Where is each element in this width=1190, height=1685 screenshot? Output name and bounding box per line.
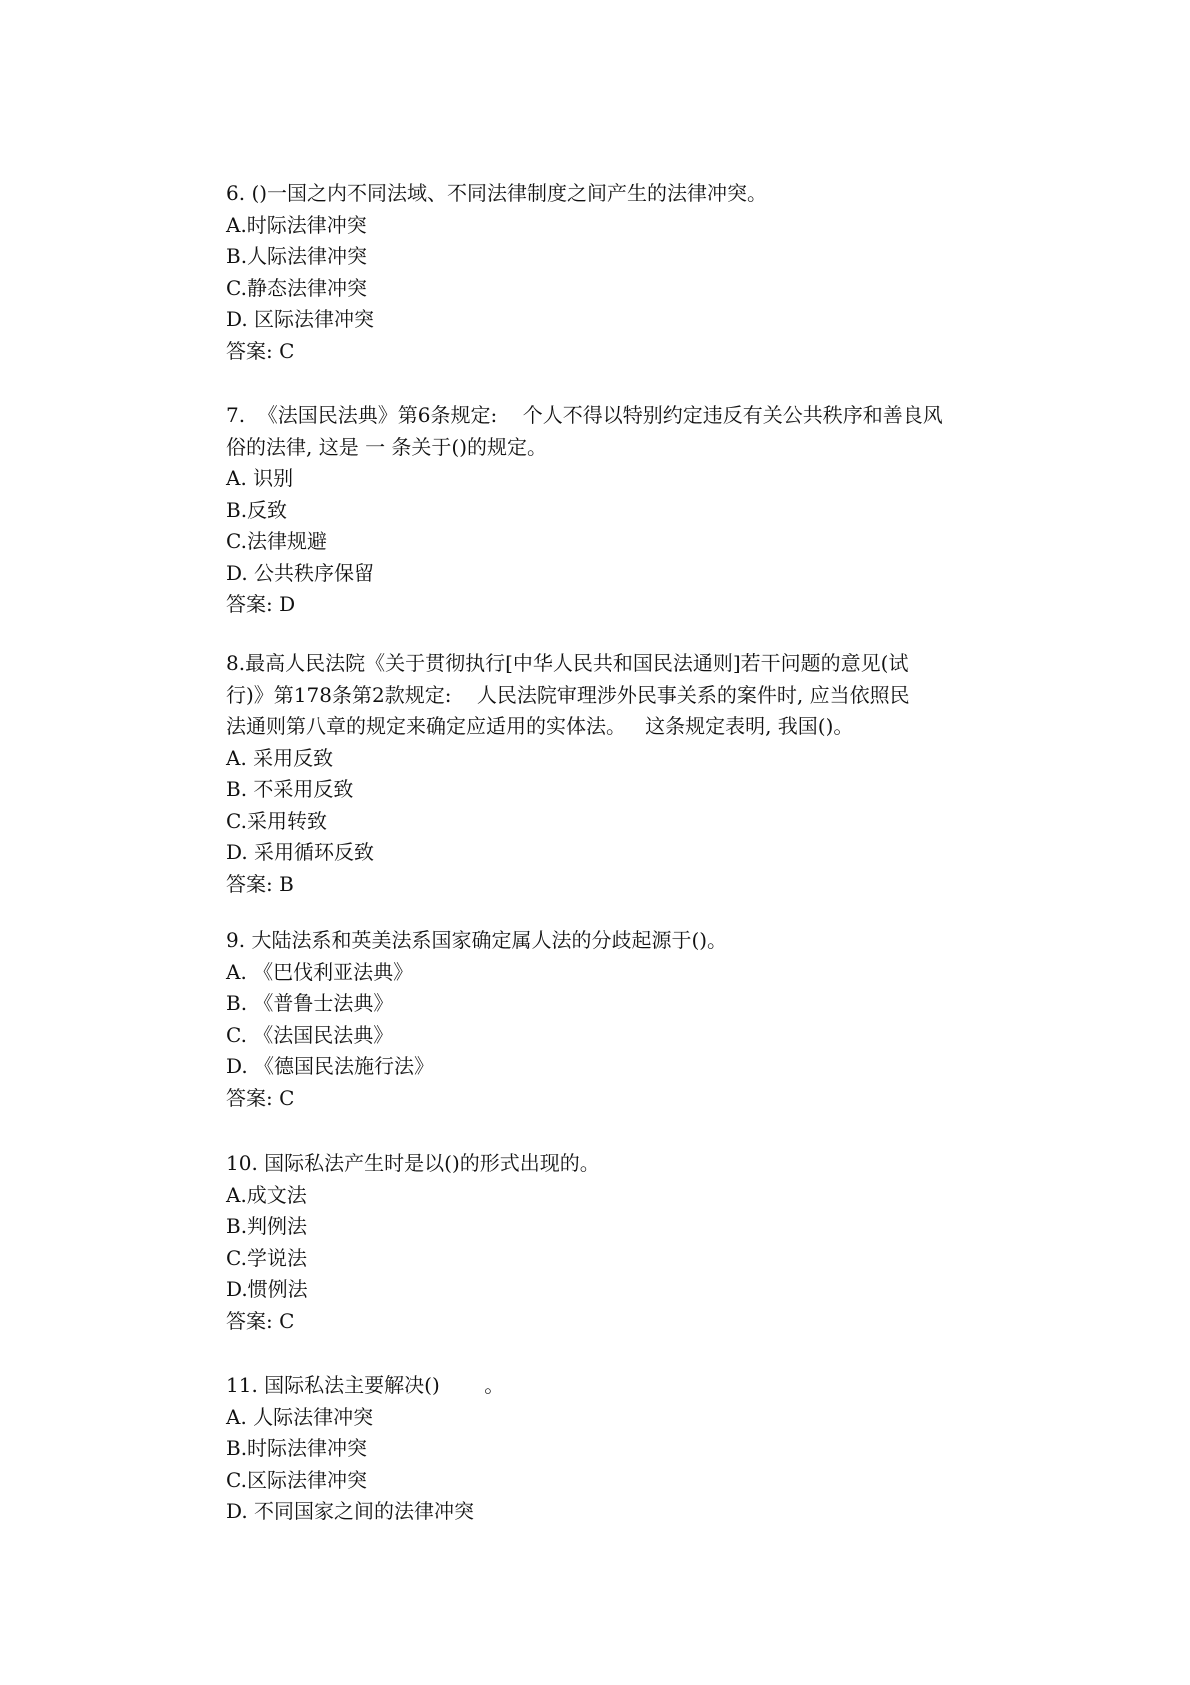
option-d: D.惯例法 [226, 1277, 308, 1301]
question-10 [226, 1148, 986, 1337]
option-c: C.法律规避 [226, 529, 327, 553]
option-b: B.判例法 [226, 1214, 308, 1238]
question-stem-line: 6. ()一国之内不同法域、不同法律制度之间产生的法律冲突。 [226, 181, 768, 205]
question-8 [226, 648, 986, 900]
question-stem-line: 10. 国际私法产生时是以()的形式出现的。 [226, 1151, 600, 1175]
question-7 [226, 400, 986, 621]
option-d: D. 《德国民法施行法》 [226, 1054, 435, 1078]
option-a: A. 采用反致 [226, 745, 334, 770]
option-b: B.时际法律冲突 [226, 1436, 368, 1460]
question-11 [226, 1370, 986, 1528]
option-c: C.学说法 [226, 1245, 307, 1270]
option-c: C.采用转致 [226, 808, 327, 833]
option-a: A.时际法律冲突 [226, 212, 367, 237]
option-b: B. 《普鲁士法典》 [226, 991, 394, 1015]
answer-line: 答案: C [226, 1085, 295, 1110]
option-a: A. 识别 [226, 466, 294, 490]
option-c: C.静态法律冲突 [226, 275, 367, 300]
option-a: A. 《巴伐利亚法典》 [226, 959, 414, 984]
option-a: A. 人际法律冲突 [226, 1404, 374, 1429]
option-b: B.反致 [226, 497, 288, 522]
question-stem-line: 8.最高人民法院《关于贯彻执行[中华人民共和国民法通则]若干问题的意见(试 [226, 651, 909, 675]
answer-line: 答案: D [226, 592, 296, 616]
question-stem-line: 9. 大陆法系和英美法系国家确定属人法的分歧起源于()。 [226, 928, 728, 952]
answer-line: 答案: C [226, 338, 295, 363]
option-b: B.人际法律冲突 [226, 244, 368, 268]
question-stem-line: 法通则第八章的规定来确定应适用的实体法。 这条规定表明, 我国()。 [226, 714, 854, 738]
question-9 [226, 925, 986, 1114]
option-c: C. 《法国民法典》 [226, 1022, 394, 1047]
question-stem-line: 俗的法律, 这是 一 条关于()的规定。 [226, 434, 548, 459]
option-d: D. 不同国家之间的法律冲突 [226, 1499, 475, 1523]
option-b: B. 不采用反致 [226, 777, 354, 801]
question-6 [226, 178, 986, 367]
option-d: D. 采用循环反致 [226, 840, 375, 864]
question-stem-line: 11. 国际私法主要解决() 。 [226, 1373, 505, 1397]
question-stem-line: 行)》第178条第2款规定: 人民法院审理涉外民事关系的案件时, 应当依照民 [226, 682, 910, 707]
option-a: A.成文法 [226, 1182, 307, 1207]
answer-line: 答案: C [226, 1308, 295, 1333]
option-d: D. 区际法律冲突 [226, 307, 375, 331]
question-stem-line: 7. 《法国民法典》第6条规定: 个人不得以特别约定违反有关公共秩序和善良风 [226, 403, 943, 427]
option-d: D. 公共秩序保留 [226, 560, 375, 585]
answer-line: 答案: B [226, 871, 294, 896]
option-c: C.区际法律冲突 [226, 1467, 367, 1492]
